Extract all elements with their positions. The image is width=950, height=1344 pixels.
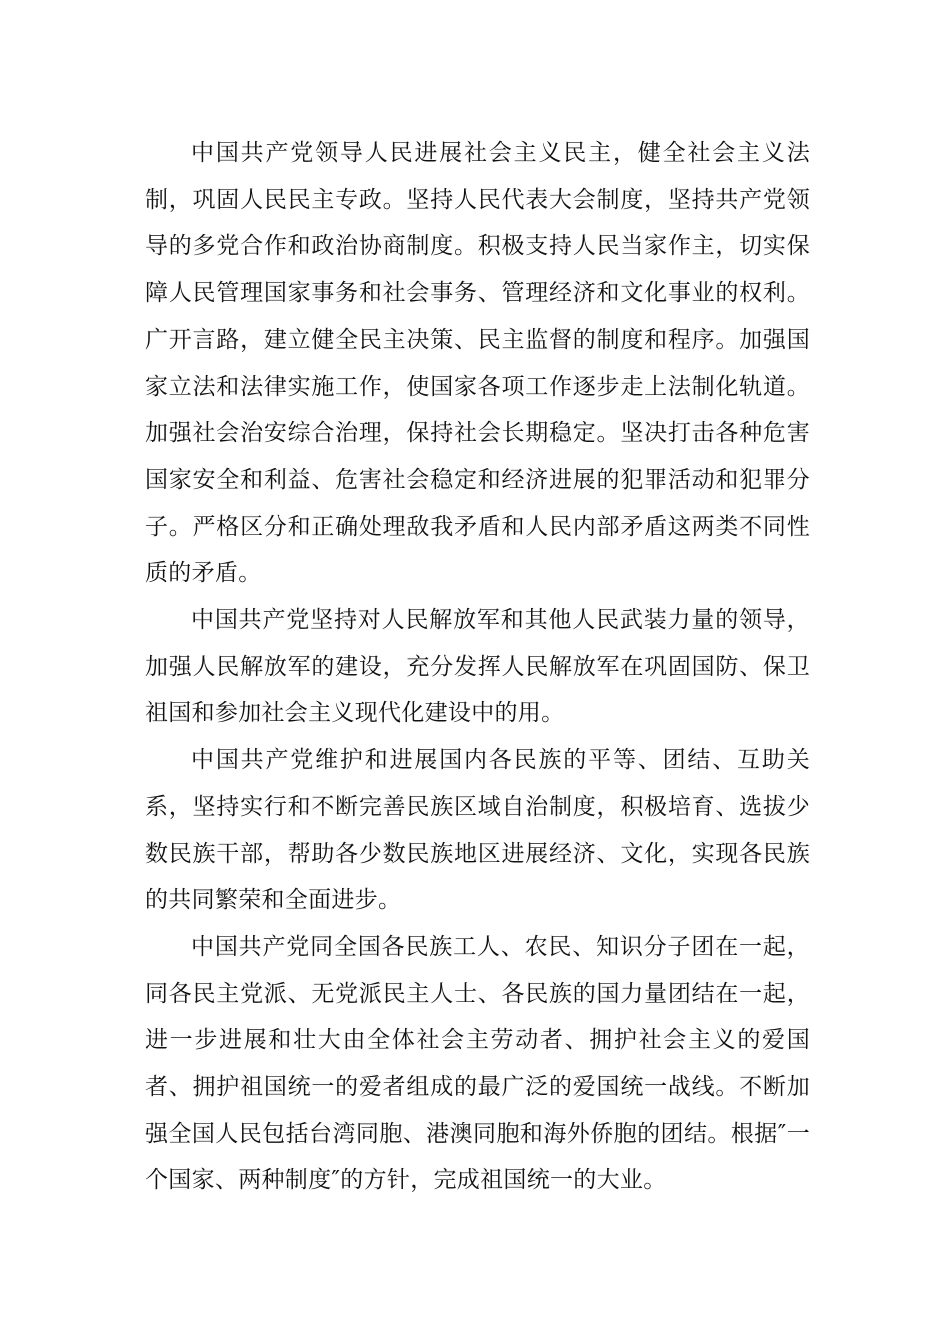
paragraph-peoples-liberation-army: 中国共产党坚持对人民解放军和其他人民武装力量的领导，加强人民解放军的建设，充分发挥人民解放军在巩固国防、保卫祖国和参加社会主义现代化建设中的用。 bbox=[145, 607, 810, 727]
paragraph-ethnic-relations: 中国共产党维护和进展国内各民族的平等、团结、互助关系，坚持实行和不断完善民族区域自治制度，积极培育、选拔少数民族干部，帮助各少数民族地区进展经济、文化，实现各民族的共同繁荣和全面进步。 bbox=[145, 747, 810, 914]
paragraph-democracy-legal-system: 中国共产党领导人民进展社会主义民主，健全社会主义法制，巩固人民民主专政。坚持人民代表大会制度，坚持共产党领导的多党合作和政治协商制度。积极支持人民当家作主，切实保障人民管理国家事务和社会事务、管理经济和文化事业的权利。广开言路，建立健全民主决策、民主监督的制度和程序。加强国家立法和法律实施工作，使国家各项工作逐步走上法制化轨道。加强社会治安综合治理，保持社会长期稳定。坚决打击各种危害国家安全和利益、危害社会稳定和经济进展的犯罪活动和犯罪分子。严格区分和正确处理敌我矛盾和人民内部矛盾这两类不同性质的矛盾。 bbox=[145, 140, 810, 587]
paragraph-united-front: 中国共产党同全国各民族工人、农民、知识分子团在一起，同各民主党派、无党派民主人士、各民族的国力量团结在一起，进一步进展和壮大由全体社会主劳动者、拥护社会主义的爱国者、拥护祖国统一的爱者组成的最广泛的爱国统一战线。不断加强全国人民包括台湾同胞、港澳同胞和海外侨胞的团结。根据″一个国家、两种制度″的方针，完成祖国统一的大业。 bbox=[145, 933, 810, 1194]
document-body bbox=[145, 130, 810, 1204]
